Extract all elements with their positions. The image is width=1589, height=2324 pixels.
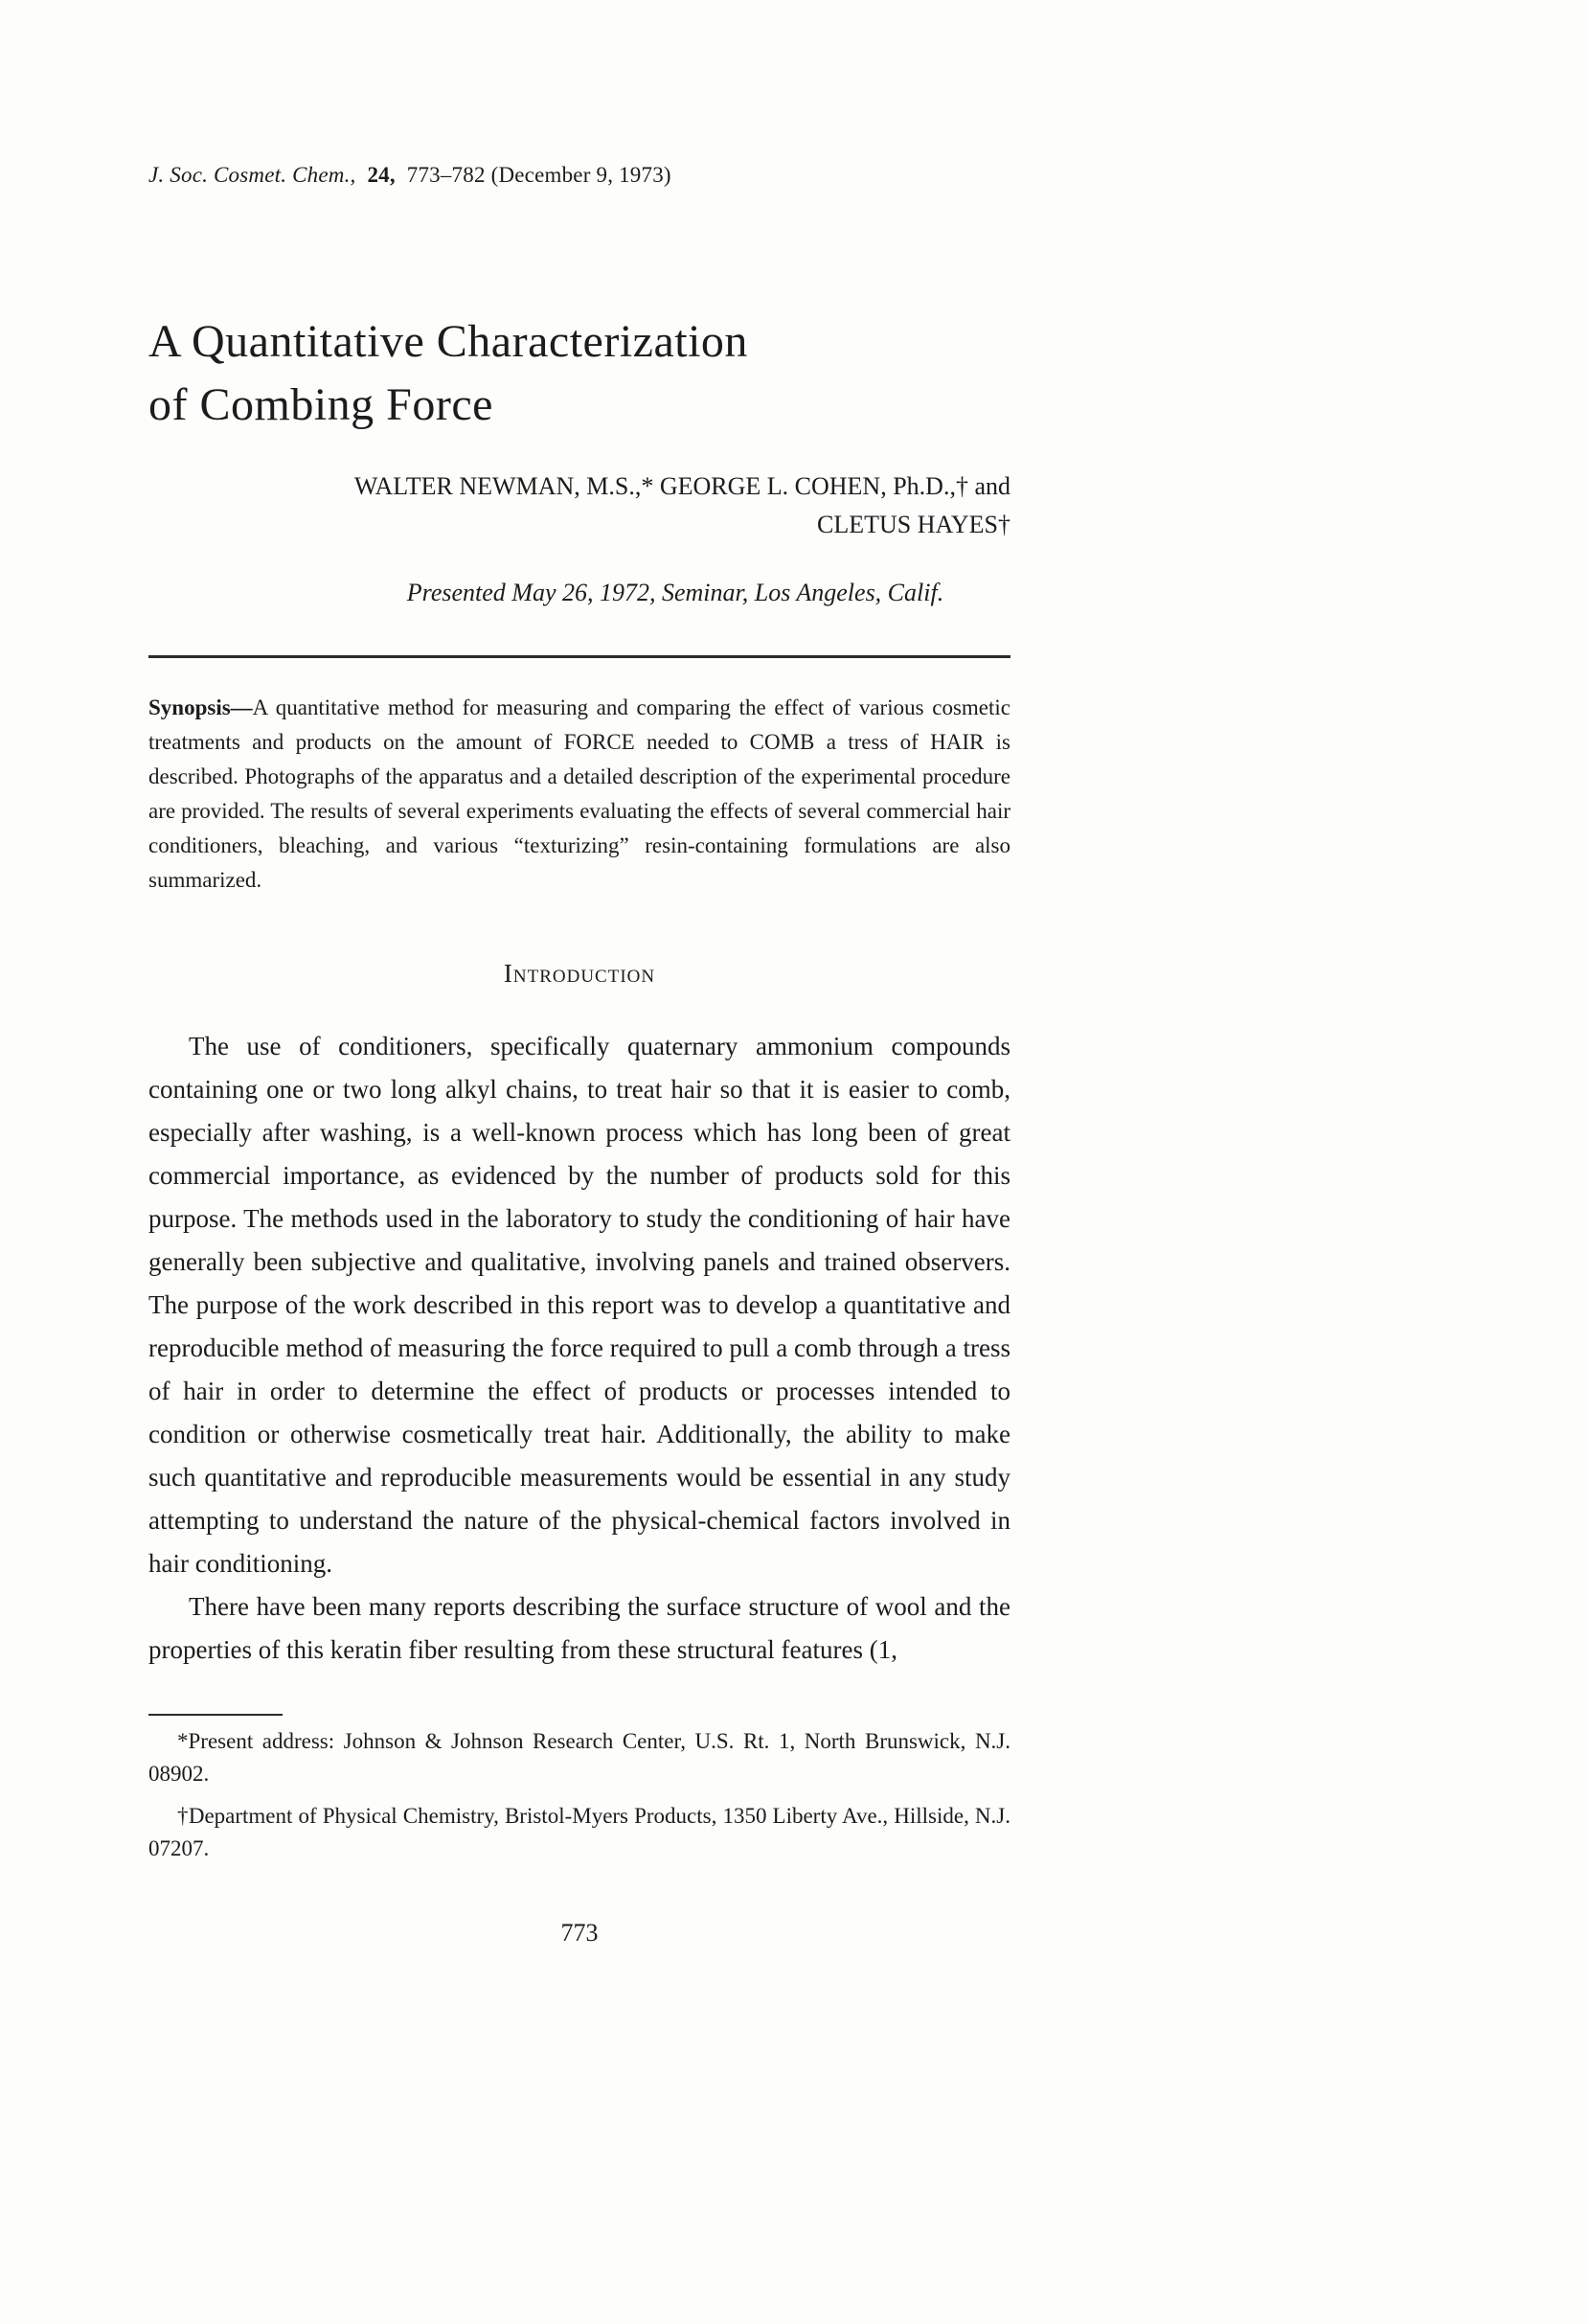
author-list — [148, 467, 1010, 544]
page-number: 773 — [560, 1919, 599, 1947]
article-title-line-1: A Quantitative Characterization — [148, 316, 748, 367]
synopsis-separator-rule — [148, 655, 1010, 658]
author-line-2: CLETUS HAYES† — [816, 511, 1010, 538]
journal-pages-date: 773–782 (December 9, 1973) — [406, 163, 671, 187]
synopsis — [148, 691, 1010, 898]
article-title-line-2: of Combing Force — [148, 379, 493, 430]
footnote-separator-rule — [148, 1714, 283, 1716]
section-heading-introduction: Introduction — [503, 959, 656, 988]
presentation-note: Presented May 26, 1972, Seminar, Los Angeles, Calif. — [406, 579, 944, 606]
body-paragraph: The use of conditioners, specifically quaternary ammonium compounds containing one or two long alkyl chains, to treat hair so that it is easier to comb, especially after washing, is a well-known process which has long been of great commercial importance, as evidenced by the number of products sold for this purpose. The methods used in the laboratory to study the conditioning of hair have generally been subjective and qualitative, involving panels and trained observers. The purpose of the work described in this report was to develop a quantitative and reproducible method of measuring the force required to pull a comb through a tress of hair in order to determine the effect of products or processes intended to condition or otherwise cosmetically treat hair. Additionally, the ability to make such quantitative and reproducible measurements would be essential in any study attempting to understand the nature of the physical-chemical factors involved in hair conditioning. — [148, 1032, 1010, 1578]
author-line-1: WALTER NEWMAN, M.S.,* GEORGE L. COHEN, Ph.D.,† and — [353, 472, 1010, 500]
journal-volume: 24, — [367, 163, 396, 187]
journal-name: J. Soc. Cosmet. Chem., — [148, 163, 356, 187]
synopsis-label: Synopsis— — [148, 695, 253, 719]
body-paragraph: There have been many reports describing the surface structure of wool and the properties of this keratin fiber resulting from these structural features (1, — [148, 1592, 1010, 1664]
footnote-department: †Department of Physical Chemistry, Bristol-Myers Products, 1350 Liberty Ave., Hillside, N.J. 07207. — [148, 1804, 1010, 1860]
footnote-present-address: *Present address: Johnson & Johnson Research Center, U.S. Rt. 1, North Brunswick, N.J. 08902. — [148, 1729, 1010, 1786]
text-column — [148, 0, 1010, 1948]
synopsis-text: A quantitative method for measuring and comparing the effect of various cosmetic treatments and products on the amount of FORCE needed to COMB a tress of HAIR is described. Photographs of the apparatus and a detailed description of the experimental procedure are provided. The results of several experiments evaluating the effects of several commercial hair conditioners, bleaching, and various “texturizing” resin-containing formulations are also summarized. — [148, 695, 1010, 892]
journal-citation — [148, 0, 1010, 188]
article-title — [148, 310, 1010, 437]
